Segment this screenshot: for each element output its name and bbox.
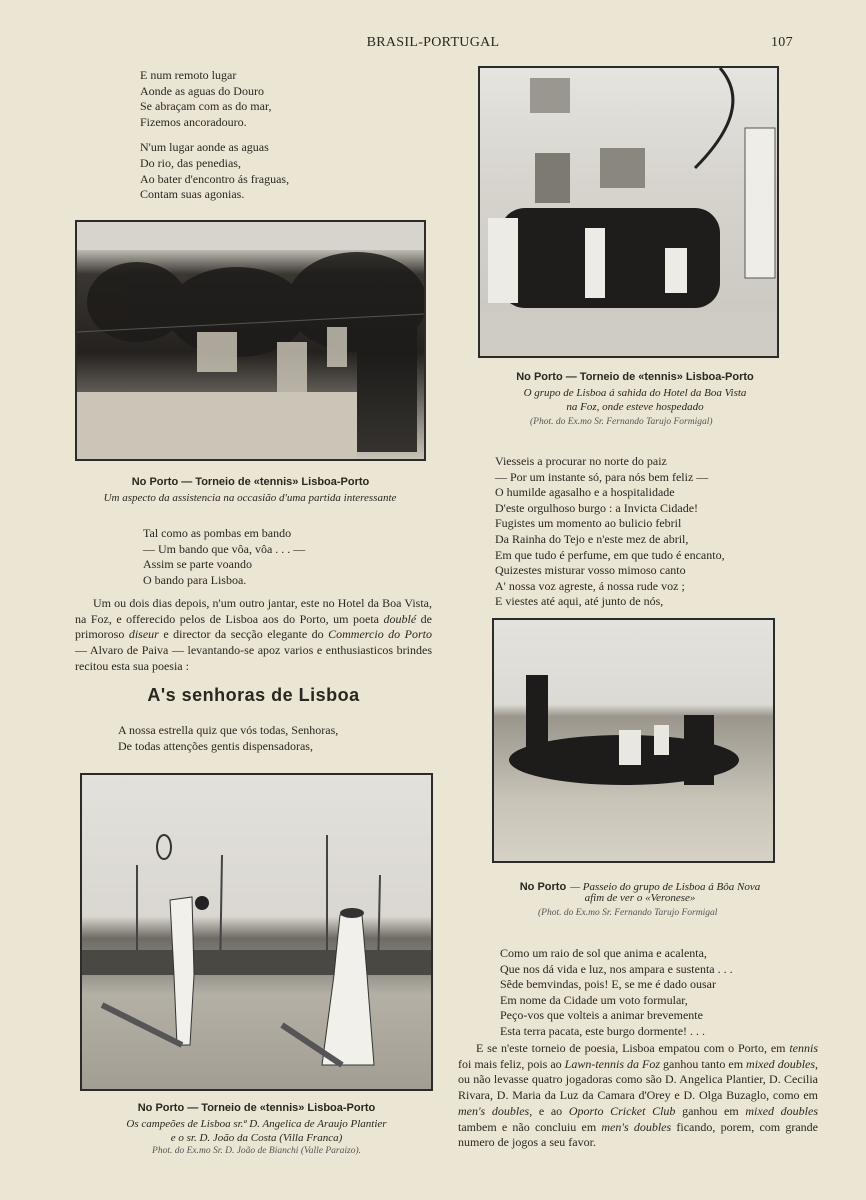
poem-line: Viesseis a procurar no norte do paiz [495, 454, 667, 468]
photo4-caption: — Passeio do grupo de Lisboa á Bôa Nova [570, 881, 761, 893]
photo3-caption-line1: Os campeões de Lisboa sr.ª D. Angelica de Araujo Plantier [126, 1118, 387, 1130]
photo-outing-illustration [494, 620, 773, 861]
photo3-title: No Porto — Torneio de «tennis» Lisboa-Porto [137, 1102, 376, 1114]
photo-tennis-spectators [75, 220, 426, 461]
poem-line: Aonde as aguas do Douro [140, 83, 264, 98]
poem-line: A nossa estrella quiz que vós todas, Senhoras, [118, 723, 339, 737]
photo-tennis-champions [80, 773, 433, 1091]
poem-line: N'um lugar aonde as aguas [140, 140, 269, 155]
photo3-credit: Phot. do Ex.mo Sr. D. João de Bianchi (Valle Paraizo). [152, 1146, 361, 1156]
poem-line: E viestes até aqui, até junto de nós, [495, 594, 664, 609]
poem-line: Se abraçam com as do mar, [140, 99, 272, 114]
poem-line: Da Rainha do Tejo e n'este mez de abril, [495, 531, 689, 546]
poem-line: Em que tudo é perfume, em que tudo é encanto, [495, 547, 725, 562]
poem-line: O humilde agasalho e a hospitalidade [495, 485, 675, 500]
poem-line: Fugistes um momento ao bulicio febril [495, 516, 682, 531]
poem-line: Sêde bemvindas, pois! E, se me é dado ousar [500, 977, 716, 992]
poem-stanza-5 [500, 946, 733, 1040]
poem-line: Do rio, das penedias, [140, 155, 241, 170]
body-paragraph-1: Um ou dois dias depois, n'um outro jantar, este no Hotel da Boa Vista, na Foz, e offerecido pelos de Lisboa aos do Porto, um poeta doublé de primoroso diseur e director da secção elegante do Commercio do Porto — Alvaro de Paiva — levantando-se apoz varios e enthusiasticos brindes recitou esta sua poesia : [75, 596, 433, 673]
poem-line: Fizemos ancoradouro. [140, 114, 247, 129]
poem-line: Tal como as pombas em bando [143, 526, 292, 540]
photo-crowd-illustration [77, 222, 424, 459]
poem-line: Que nos dá vida e luz, nos ampara e sustenta . . . [500, 961, 733, 976]
photo-lisbon-group-hotel [478, 66, 779, 358]
poem-stanza-4 [495, 454, 725, 610]
poem-stanza-1 [140, 68, 289, 203]
poem-stanza-3 [118, 723, 338, 754]
photo2-credit: (Phot. do Ex.mo Sr. Fernando Tarujo Formigal) [530, 417, 713, 427]
poem-line: Assim se parte voando [143, 557, 252, 572]
poem-line: — Um bando que vôa, vôa . . . — [143, 541, 306, 556]
photo1-title: No Porto — Torneio de «tennis» Lisboa-Porto [131, 476, 370, 488]
photo2-caption-line2: na Foz, onde esteve hospedado [566, 401, 704, 413]
poem-line: D'este orgulhoso burgo : a Invicta Cidade! [495, 500, 699, 515]
photo-boa-nova-outing [492, 618, 775, 863]
photo-group-illustration [480, 68, 777, 356]
poem-line: Peço-vos que volteis a animar brevemente [500, 1008, 703, 1023]
poem-line: Esta terra pacata, este burgo dormente! . . . [500, 1023, 706, 1038]
photo2-caption-line1: O grupo de Lisboa á sahida do Hotel da Boa Vista [523, 387, 747, 399]
poem-line: E num remoto lugar [140, 68, 237, 82]
poem-line: Como um raio de sol que anima e acalenta, [500, 946, 707, 960]
poem-line: Contam suas agonias. [140, 187, 245, 202]
photo3-caption-line2: e o sr. D. João da Costa (Villa Franca) [170, 1132, 343, 1144]
poem-line: Quizestes misturar vosso mimoso canto [495, 563, 686, 578]
photo2-title: No Porto — Torneio de «tennis» Lisboa-Porto [516, 371, 754, 383]
poem-line: Ao bater d'encontro ás fraguas, [140, 171, 290, 186]
poem-line: O bando para Lisboa. [143, 572, 247, 587]
photo4-caption-line2: afim de ver o «Veronese» [584, 892, 696, 904]
poem-stanza-2 [143, 526, 305, 588]
photo-players-illustration [82, 775, 431, 1089]
poem-title: A's senhoras de Lisboa [147, 685, 360, 705]
photo1-caption: Um aspecto da assistencia na occasião d'uma partida interessante [103, 492, 397, 504]
poem-line: De todas attenções gentis dispensadoras, [118, 738, 313, 753]
poem-line: — Por um instante só, para nós bem feliz — [495, 469, 709, 484]
poem-line: Em nome da Cidade um voto formular, [500, 992, 688, 1007]
poem-line: A' nossa voz agreste, á nossa rude voz ; [495, 578, 685, 593]
photo4-title: No Porto [519, 881, 567, 893]
page-number: 107 [771, 35, 793, 50]
photo4-credit: (Phot. do Ex.mo Sr. Fernando Tarujo Formigal [538, 908, 718, 918]
body-paragraph-2: E se n'este torneio de poesia, Lisboa empatou com o Porto, em tennis foi mais feliz, pois ao Lawn-tennis da Foz ganhou tanto em mixed doubles, ou não levasse quatro jogadoras como são D. Angelica Plantier, D. Cecilia Rivara, D. Maria da Luz da Camara d'Orey e D. Olga Buzaglo, como em men's doubles, e ao Oporto Cricket Club ganhou em mixed doubles tambem e não concluiu em men's doubles ficando, porem, com grande numero de jogos a seu favor. [458, 1041, 819, 1150]
running-header: BRASIL-PORTUGAL [366, 35, 500, 50]
